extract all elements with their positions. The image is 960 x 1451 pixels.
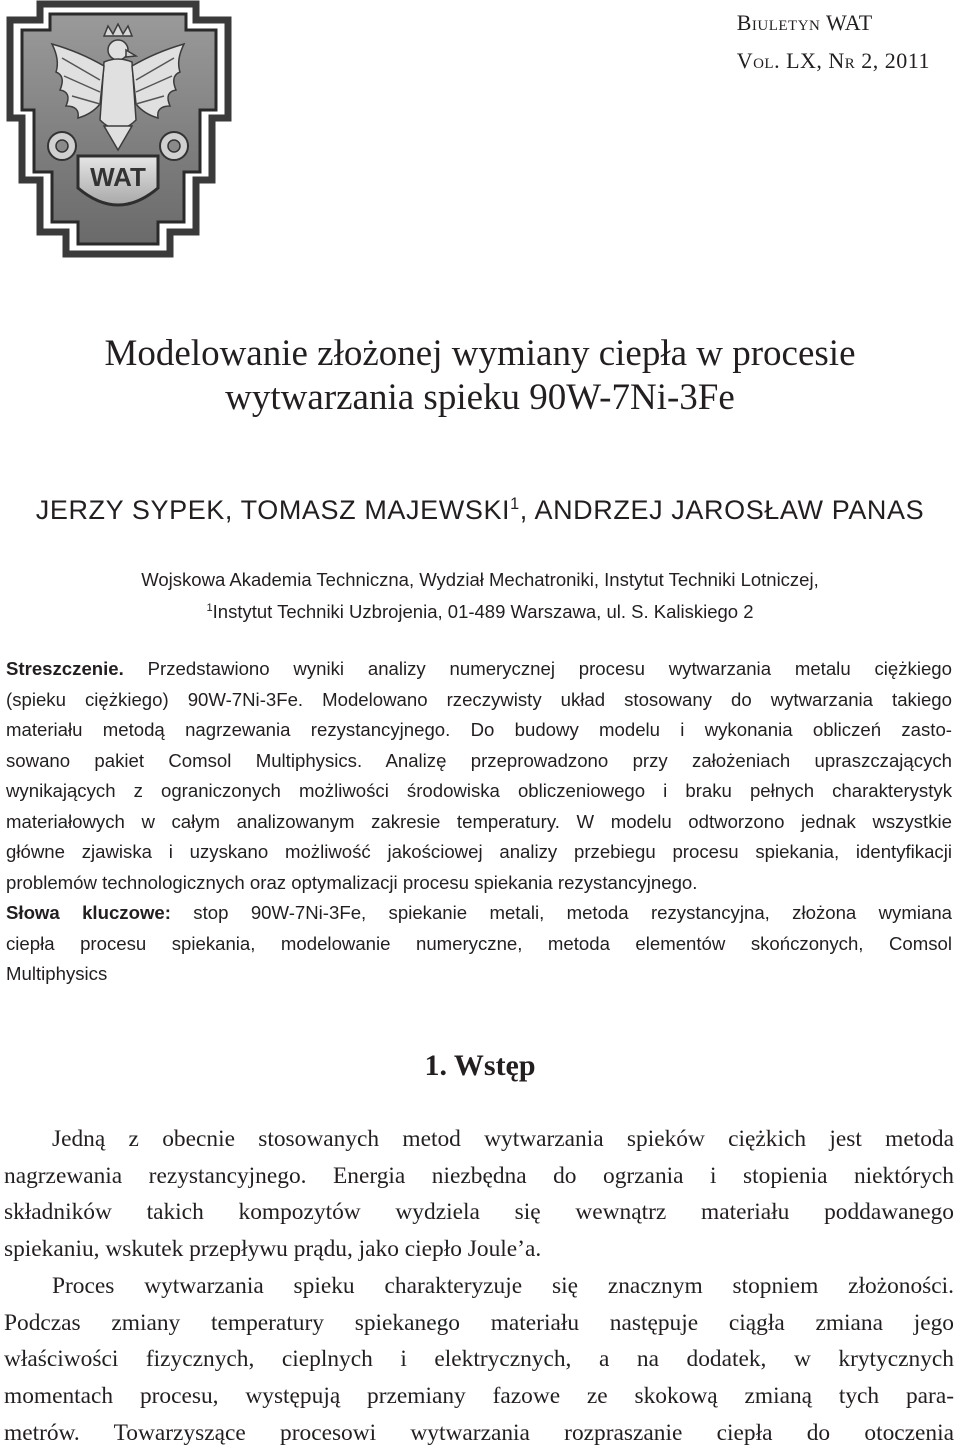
authors-part: , ANDRZEJ JAROSŁAW PANAS: [519, 495, 925, 525]
affiliation-line: Wojskowa Akademia Techniczna, Wydział Mechatroniki, Instytut Techniki Lotniczej,: [141, 569, 819, 590]
abstract-line: materiałowych w całym analizowanym zakresie temperatury. W modelu odtworzono jednak wszystkie: [6, 810, 952, 832]
authors: [0, 492, 960, 528]
authors-part: JERZY SYPEK, TOMASZ MAJEWSKI: [35, 495, 511, 525]
affiliation: [0, 564, 960, 628]
section-heading: 1. Wstęp: [424, 1049, 536, 1082]
abstract: [6, 654, 952, 990]
abstract-line: (spieku ciężkiego) 90W-7Ni-3Fe. Modelowano rzeczywisty układ stosowany do wytwarzania takiego: [6, 688, 952, 710]
body-line: spiekaniu, wskutek przepływu prądu, jako ciepło Joule’a.: [4, 1236, 542, 1263]
abstract-line: problemów technologicznych oraz optymalizacji procesu spiekania rezystancyjnego.: [6, 871, 698, 893]
body-line: Podczas zmiany temperatury spiekanego materiału następuje ciągła zmiana jego: [4, 1309, 954, 1336]
keywords-line: ciepła procesu spiekania, modelowanie numeryczne, metoda elementów skończonych, Comsol: [6, 932, 952, 954]
wat-logo-text: WAT: [90, 162, 146, 192]
abstract-line: główne zjawiska i uzyskano możliwość jakościowej analizy przebiegu procesu spiekania, identyfikacji: [6, 841, 952, 862]
body-line: momentach procesu, występują przemiany fazowe ze skokową zmianą tych para-: [4, 1382, 954, 1409]
keywords-label: Słowa kluczowe:: [6, 902, 171, 923]
body-line: Jedną z obecnie stosowanych metod wytwarzania spieków ciężkich jest metoda: [52, 1126, 954, 1152]
abstract-line: materiału metodą nagrzewania rezystancyjnego. Do budowy modelu i wykonania obliczeń zasto-: [6, 719, 952, 740]
affiliation-line: $^1$Instytut Techniki Uzbrojenia, 01-489 Warszawa, ul. S. Kaliskiego 2: [206, 601, 754, 622]
body-line: metrów. Towarzyszące procesowi wytwarzania rozpraszanie ciepła do otoczenia: [4, 1419, 954, 1446]
body-line: składników takich kompozytów wydziela się wewnątrz materiału poddawanego: [4, 1199, 954, 1226]
abstract-label: Streszczenie.: [6, 658, 124, 679]
body-text: [4, 1121, 954, 1451]
journal-name: Biuletyn WAT: [736, 10, 873, 35]
abstract-line: wynikających z ograniczonych możliwości środowiska obliczeniowego i braku pełnych charakterystyk: [6, 780, 952, 801]
body-line: nagrzewania rezystancyjnego. Energia niezbędna do ogrzania i stopienia niektórych: [4, 1162, 954, 1189]
paper-title: [0, 332, 960, 420]
author-affiliation-mark: 1: [510, 495, 520, 513]
journal-header: [737, 4, 930, 80]
abstract-line: sowano pakiet Comsol Multiphysics. Analizę przeprowadzono przy założeniach upraszczających: [6, 749, 952, 771]
keywords-line: Słowa kluczowe: stop 90W-7Ni-3Fe, spiekanie metali, metoda rezystancyjna, złożona wymiana: [6, 902, 952, 923]
body-line: właściwości fizycznych, cieplnych i elektrycznych, a na dodatek, w krytycznych: [4, 1346, 954, 1373]
affiliation-mark: 1: [206, 601, 213, 614]
body-line: Proces wytwarzania spieku charakteryzuje się znacznym stopniem złożoności.: [52, 1272, 954, 1299]
paper-title-line: Modelowanie złożonej wymiany ciepła w procesie: [104, 333, 856, 374]
keywords-line: Multiphysics: [6, 963, 108, 984]
abstract-line: Streszczenie. Przedstawiono wyniki analizy numerycznej procesu wytwarzania metalu ciężkiego: [6, 658, 952, 679]
journal-volume: Vol. LX, Nr 2, 2011: [736, 48, 930, 73]
wat-logo: [0, 0, 236, 260]
paper-title-line: wytwarzania spieku 90W-7Ni-3Fe: [225, 377, 735, 418]
